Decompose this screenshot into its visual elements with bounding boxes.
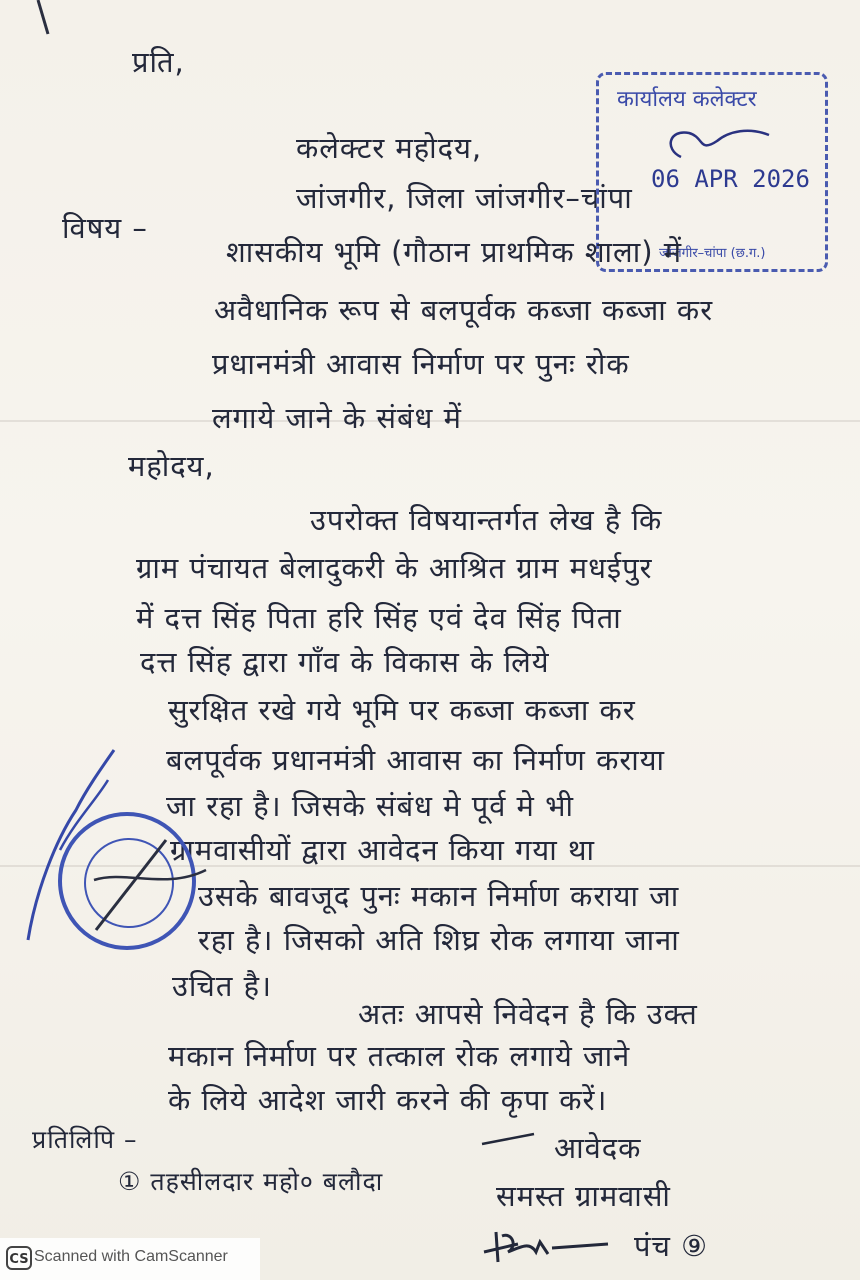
body-line: जा रहा है। जिसके संबंध मे पूर्व मे भी: [166, 789, 575, 823]
signature-dash-icon: [478, 1128, 538, 1152]
body-line: दत्त सिंह द्वारा गाँव के विकास के लिये: [140, 645, 550, 679]
body-line: उपरोक्त विषयान्तर्गत लेख है कि: [310, 503, 663, 537]
copy-item: ① तहसीलदार महो० बलौदा: [118, 1167, 384, 1196]
scanner-watermark: [0, 1238, 260, 1280]
greeting: महोदय,: [128, 449, 215, 483]
subject-line: प्रधानमंत्री आवास निर्माण पर पुनः रोक: [212, 347, 630, 381]
stamp-office-name: कार्यालय कलेक्टर: [617, 87, 757, 112]
request-line: अतः आपसे निवेदन है कि उक्त: [358, 997, 698, 1031]
subject-label: विषय –: [62, 211, 148, 245]
body-line: उचित है।: [172, 969, 272, 1003]
salutation-to: प्रति,: [132, 45, 185, 79]
seal-signature-icon: [16, 730, 226, 970]
recipient-line-2: जांजगीर, जिला जांजगीर–चांपा: [296, 181, 633, 215]
request-line: मकान निर्माण पर तत्काल रोक लगाये जाने: [168, 1039, 631, 1073]
body-line: ग्रामवासीयों द्वारा आवेदन किया गया था: [170, 833, 596, 867]
scanner-label: Scanned with CamScanner: [34, 1248, 228, 1265]
signature-suffix: पंच ⑨: [634, 1229, 709, 1263]
request-line: के लिये आदेश जारी करने की कृपा करें।: [168, 1083, 608, 1117]
stamp-initials-icon: [659, 119, 799, 169]
body-line: उसके बावजूद पुनः मकान निर्माण कराया जा: [198, 879, 680, 913]
applicant-label: आवेदक: [554, 1131, 642, 1165]
stamp-date: 06 APR 2026: [651, 165, 810, 193]
body-line: बलपूर्वक प्रधानमंत्री आवास का निर्माण कराया: [166, 743, 666, 777]
body-line: रहा है। जिसको अति शिघ्र रोक लगाया जाना: [198, 923, 680, 957]
applicant-name: समस्त ग्रामवासी: [496, 1179, 671, 1213]
copy-label: प्रतिलिपि –: [32, 1125, 138, 1154]
recipient-line-1: कलेक्टर महोदय,: [296, 131, 483, 165]
stamp-place: जांजगीर–चांपा (छ.ग.): [659, 246, 766, 261]
handwritten-signature-icon: [478, 1222, 618, 1272]
body-line: ग्राम पंचायत बेलादुकरी के आश्रित ग्राम मधईपुर: [136, 551, 653, 585]
subject-line: शासकीय भूमि (गौठान प्राथमिक शाला) में: [226, 235, 683, 269]
corner-mark-icon: [34, 0, 54, 40]
subject-line: लगाये जाने के संबंध में: [212, 401, 462, 435]
body-line: सुरक्षित रखे गये भूमि पर कब्जा कब्जा कर: [168, 693, 636, 727]
camscanner-logo: CS: [6, 1246, 32, 1270]
subject-line: अवैधानिक रूप से बलपूर्वक कब्जा कब्जा कर: [214, 293, 714, 327]
body-line: में दत्त सिंह पिता हरि सिंह एवं देव सिंह पिता: [136, 601, 622, 635]
